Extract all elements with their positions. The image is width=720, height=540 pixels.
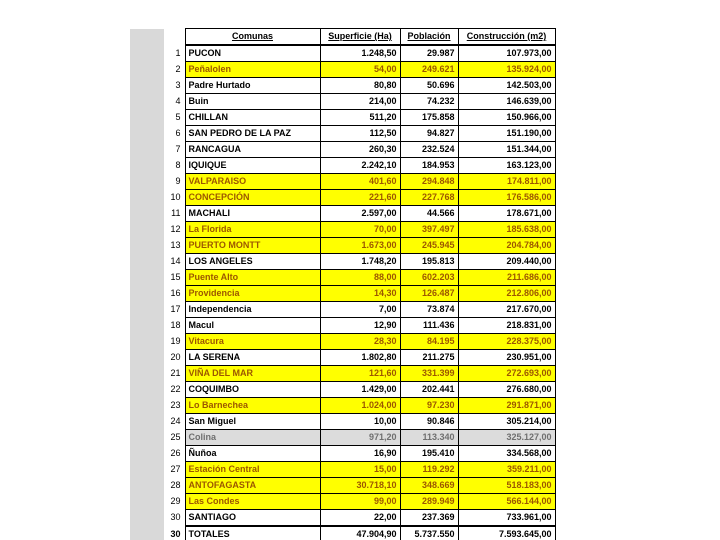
filler-cell <box>130 414 164 430</box>
poblacion-cell[interactable]: 249.621 <box>400 62 458 78</box>
construccion-cell[interactable]: 228.375,00 <box>458 334 555 350</box>
poblacion-cell[interactable]: 331.399 <box>400 366 458 382</box>
poblacion-cell[interactable]: 111.436 <box>400 318 458 334</box>
construccion-cell[interactable]: 566.144,00 <box>458 494 555 510</box>
poblacion-cell[interactable]: 97.230 <box>400 398 458 414</box>
superficie-cell[interactable]: 22,00 <box>320 510 400 527</box>
superficie-cell[interactable]: 1.024,00 <box>320 398 400 414</box>
comuna-cell[interactable]: SAN PEDRO DE LA PAZ <box>185 126 320 142</box>
table-row <box>130 206 555 222</box>
table-row <box>130 494 555 510</box>
row-number[interactable]: 9 <box>164 174 185 190</box>
comuna-cell[interactable]: CHILLAN <box>185 110 320 126</box>
row-number[interactable]: 3 <box>164 78 185 94</box>
comuna-cell[interactable]: Las Condes <box>185 494 320 510</box>
superficie-cell[interactable]: 88,00 <box>320 270 400 286</box>
filler-cell <box>130 238 164 254</box>
table-row <box>130 478 555 494</box>
row-number[interactable]: 20 <box>164 350 185 366</box>
filler-cell <box>130 446 164 462</box>
superficie-cell[interactable]: 971,20 <box>320 430 400 446</box>
row-number[interactable]: 27 <box>164 462 185 478</box>
header-poblacion[interactable]: Población <box>400 29 458 46</box>
superficie-cell[interactable]: 221,60 <box>320 190 400 206</box>
comunas-table <box>130 28 556 540</box>
construccion-cell[interactable]: 176.586,00 <box>458 190 555 206</box>
row-number[interactable]: 4 <box>164 94 185 110</box>
filler-cell <box>130 222 164 238</box>
row-number[interactable]: 1 <box>164 45 185 62</box>
table-row <box>130 462 555 478</box>
poblacion-cell[interactable]: 195.410 <box>400 446 458 462</box>
construccion-cell[interactable]: 334.568,00 <box>458 446 555 462</box>
table-row <box>130 158 555 174</box>
construccion-cell[interactable]: 359.211,00 <box>458 462 555 478</box>
row-number[interactable]: 2 <box>164 62 185 78</box>
poblacion-cell[interactable]: 211.275 <box>400 350 458 366</box>
header-comunas[interactable]: Comunas <box>185 29 320 46</box>
row-number[interactable]: 13 <box>164 238 185 254</box>
filler-cell <box>130 526 164 540</box>
superficie-cell[interactable]: 1.748,20 <box>320 254 400 270</box>
row-number[interactable]: 30 <box>164 510 185 527</box>
table-row <box>130 174 555 190</box>
poblacion-cell[interactable]: 126.487 <box>400 286 458 302</box>
table-row <box>130 446 555 462</box>
header-row <box>130 29 555 46</box>
construccion-cell[interactable]: 211.686,00 <box>458 270 555 286</box>
row-number[interactable]: 12 <box>164 222 185 238</box>
poblacion-cell[interactable]: 184.953 <box>400 158 458 174</box>
construccion-cell[interactable]: 204.784,00 <box>458 238 555 254</box>
table-row <box>130 222 555 238</box>
construccion-cell[interactable]: 185.638,00 <box>458 222 555 238</box>
construccion-cell[interactable]: 135.924,00 <box>458 62 555 78</box>
poblacion-cell[interactable]: 73.874 <box>400 302 458 318</box>
row-number[interactable]: 29 <box>164 494 185 510</box>
table-row <box>130 414 555 430</box>
comuna-cell[interactable]: IQUIQUE <box>185 158 320 174</box>
table-row <box>130 270 555 286</box>
superficie-cell[interactable]: 16,90 <box>320 446 400 462</box>
poblacion-cell[interactable]: 602.203 <box>400 270 458 286</box>
filler-cell <box>130 62 164 78</box>
comuna-cell[interactable]: VALPARAISO <box>185 174 320 190</box>
poblacion-cell[interactable]: 119.292 <box>400 462 458 478</box>
superficie-cell[interactable]: 99,00 <box>320 494 400 510</box>
filler-cell <box>130 398 164 414</box>
poblacion-cell[interactable]: 245.945 <box>400 238 458 254</box>
table-row <box>130 430 555 446</box>
filler-cell <box>130 29 164 46</box>
row-number[interactable]: 8 <box>164 158 185 174</box>
construccion-cell[interactable]: 142.503,00 <box>458 78 555 94</box>
table-row <box>130 382 555 398</box>
comuna-cell[interactable]: Providencia <box>185 286 320 302</box>
comuna-cell[interactable]: RANCAGUA <box>185 142 320 158</box>
construccion-cell[interactable]: 276.680,00 <box>458 382 555 398</box>
poblacion-cell[interactable]: 202.441 <box>400 382 458 398</box>
row-number[interactable]: 11 <box>164 206 185 222</box>
superficie-cell[interactable]: 112,50 <box>320 126 400 142</box>
filler-cell <box>130 126 164 142</box>
construccion-cell[interactable]: 107.973,00 <box>458 45 555 62</box>
filler-cell <box>130 462 164 478</box>
table-row <box>130 510 555 527</box>
row-number[interactable]: 24 <box>164 414 185 430</box>
poblacion-cell[interactable]: 74.232 <box>400 94 458 110</box>
superficie-cell[interactable]: 10,00 <box>320 414 400 430</box>
comuna-cell[interactable]: Puente Alto <box>185 270 320 286</box>
poblacion-cell[interactable]: 29.987 <box>400 45 458 62</box>
poblacion-cell[interactable]: 84.195 <box>400 334 458 350</box>
construccion-cell[interactable]: 174.811,00 <box>458 174 555 190</box>
superficie-cell[interactable]: 1.429,00 <box>320 382 400 398</box>
comuna-cell[interactable]: PUCON <box>185 45 320 62</box>
row-number-header <box>164 29 185 46</box>
comuna-cell[interactable]: Ñuñoa <box>185 446 320 462</box>
row-number[interactable]: 17 <box>164 302 185 318</box>
poblacion-cell[interactable]: 94.827 <box>400 126 458 142</box>
superficie-cell[interactable]: 1.673,00 <box>320 238 400 254</box>
poblacion-cell[interactable]: 195.813 <box>400 254 458 270</box>
filler-cell <box>130 174 164 190</box>
filler-cell <box>130 478 164 494</box>
construccion-cell[interactable]: 151.344,00 <box>458 142 555 158</box>
superficie-cell[interactable]: 2.597,00 <box>320 206 400 222</box>
comuna-cell[interactable]: LOS ANGELES <box>185 254 320 270</box>
superficie-cell[interactable]: 15,00 <box>320 462 400 478</box>
superficie-cell[interactable]: 2.242,10 <box>320 158 400 174</box>
comuna-cell[interactable]: Macul <box>185 318 320 334</box>
filler-cell <box>130 142 164 158</box>
superficie-cell[interactable]: 214,00 <box>320 94 400 110</box>
row-number[interactable]: 26 <box>164 446 185 462</box>
table-row <box>130 126 555 142</box>
row-number[interactable]: 23 <box>164 398 185 414</box>
superficie-cell[interactable]: 30.718,10 <box>320 478 400 494</box>
superficie-cell[interactable]: 80,80 <box>320 78 400 94</box>
comuna-cell[interactable]: ANTOFAGASTA <box>185 478 320 494</box>
construccion-cell[interactable]: 178.671,00 <box>458 206 555 222</box>
construccion-cell[interactable]: 733.961,00 <box>458 510 555 527</box>
table-row <box>130 398 555 414</box>
row-number[interactable]: 7 <box>164 142 185 158</box>
comuna-cell[interactable]: MACHALI <box>185 206 320 222</box>
poblacion-cell[interactable]: 50.696 <box>400 78 458 94</box>
filler-cell <box>130 494 164 510</box>
table-body <box>130 45 555 540</box>
table-row <box>130 45 555 62</box>
comuna-cell[interactable]: SANTIAGO <box>185 510 320 527</box>
row-number[interactable]: 18 <box>164 318 185 334</box>
filler-cell <box>130 510 164 527</box>
superficie-cell[interactable]: 1.248,50 <box>320 45 400 62</box>
construccion-cell[interactable]: 151.190,00 <box>458 126 555 142</box>
comuna-cell[interactable]: CONCEPCIÓN <box>185 190 320 206</box>
poblacion-cell[interactable]: 5.737.550 <box>400 526 458 540</box>
filler-cell <box>130 366 164 382</box>
table-row <box>130 318 555 334</box>
poblacion-cell[interactable]: 113.340 <box>400 430 458 446</box>
table-row <box>130 366 555 382</box>
comuna-cell[interactable]: TOTALES <box>185 526 320 540</box>
row-number[interactable]: 25 <box>164 430 185 446</box>
comuna-cell[interactable]: Padre Hurtado <box>185 78 320 94</box>
filler-cell <box>130 45 164 62</box>
construccion-cell[interactable]: 209.440,00 <box>458 254 555 270</box>
poblacion-cell[interactable]: 294.848 <box>400 174 458 190</box>
superficie-cell[interactable]: 14,30 <box>320 286 400 302</box>
filler-cell <box>130 158 164 174</box>
superficie-cell[interactable]: 511,20 <box>320 110 400 126</box>
poblacion-cell[interactable]: 90.846 <box>400 414 458 430</box>
construccion-cell[interactable]: 305.214,00 <box>458 414 555 430</box>
table-row <box>130 302 555 318</box>
comuna-cell[interactable]: PUERTO MONTT <box>185 238 320 254</box>
table-row <box>130 142 555 158</box>
table-row <box>130 334 555 350</box>
header-construccion[interactable]: Construcción (m2) <box>458 29 555 46</box>
superficie-cell[interactable]: 260,30 <box>320 142 400 158</box>
superficie-cell[interactable]: 70,00 <box>320 222 400 238</box>
table-row <box>130 190 555 206</box>
table-row <box>130 94 555 110</box>
filler-cell <box>130 110 164 126</box>
construccion-cell[interactable]: 230.951,00 <box>458 350 555 366</box>
comuna-cell[interactable]: Lo Barnechea <box>185 398 320 414</box>
construccion-cell[interactable]: 218.831,00 <box>458 318 555 334</box>
row-number[interactable]: 22 <box>164 382 185 398</box>
filler-cell <box>130 334 164 350</box>
comuna-cell[interactable]: Colina <box>185 430 320 446</box>
superficie-cell[interactable]: 121,60 <box>320 366 400 382</box>
comuna-cell[interactable]: Independencia <box>185 302 320 318</box>
superficie-cell[interactable]: 28,30 <box>320 334 400 350</box>
comuna-cell[interactable]: COQUIMBO <box>185 382 320 398</box>
superficie-cell[interactable]: 54,00 <box>320 62 400 78</box>
superficie-cell[interactable]: 401,60 <box>320 174 400 190</box>
comuna-cell[interactable]: LA SERENA <box>185 350 320 366</box>
construccion-cell[interactable]: 163.123,00 <box>458 158 555 174</box>
row-number[interactable]: 28 <box>164 478 185 494</box>
row-number[interactable]: 19 <box>164 334 185 350</box>
poblacion-cell[interactable]: 397.497 <box>400 222 458 238</box>
poblacion-cell[interactable]: 237.369 <box>400 510 458 527</box>
superficie-cell[interactable]: 7,00 <box>320 302 400 318</box>
construccion-cell[interactable]: 217.670,00 <box>458 302 555 318</box>
row-number[interactable]: 16 <box>164 286 185 302</box>
totals-row <box>130 526 555 540</box>
table-row <box>130 110 555 126</box>
filler-cell <box>130 190 164 206</box>
construccion-cell[interactable]: 146.639,00 <box>458 94 555 110</box>
row-number[interactable]: 6 <box>164 126 185 142</box>
filler-cell <box>130 286 164 302</box>
table-row <box>130 286 555 302</box>
poblacion-cell[interactable]: 44.566 <box>400 206 458 222</box>
filler-cell <box>130 94 164 110</box>
construccion-cell[interactable]: 518.183,00 <box>458 478 555 494</box>
header-superficie[interactable]: Superficie (Ha) <box>320 29 400 46</box>
comuna-cell[interactable]: Estación Central <box>185 462 320 478</box>
table-row <box>130 350 555 366</box>
row-number[interactable]: 15 <box>164 270 185 286</box>
filler-cell <box>130 318 164 334</box>
table-row <box>130 238 555 254</box>
row-number[interactable]: 5 <box>164 110 185 126</box>
construccion-cell[interactable]: 291.871,00 <box>458 398 555 414</box>
poblacion-cell[interactable]: 175.858 <box>400 110 458 126</box>
row-number[interactable]: 10 <box>164 190 185 206</box>
filler-cell <box>130 382 164 398</box>
table-row <box>130 254 555 270</box>
comuna-cell[interactable]: San Miguel <box>185 414 320 430</box>
table-row <box>130 62 555 78</box>
superficie-cell[interactable]: 1.802,80 <box>320 350 400 366</box>
comuna-cell[interactable]: VIÑA DEL MAR <box>185 366 320 382</box>
comuna-cell[interactable]: Peñalolen <box>185 62 320 78</box>
row-number[interactable]: 30 <box>164 526 185 540</box>
superficie-cell[interactable]: 12,90 <box>320 318 400 334</box>
poblacion-cell[interactable]: 289.949 <box>400 494 458 510</box>
construccion-cell[interactable]: 272.693,00 <box>458 366 555 382</box>
construccion-cell[interactable]: 150.966,00 <box>458 110 555 126</box>
filler-cell <box>130 206 164 222</box>
row-number[interactable]: 14 <box>164 254 185 270</box>
construccion-cell[interactable]: 212.806,00 <box>458 286 555 302</box>
poblacion-cell[interactable]: 227.768 <box>400 190 458 206</box>
filler-cell <box>130 350 164 366</box>
filler-cell <box>130 270 164 286</box>
table-row <box>130 78 555 94</box>
filler-cell <box>130 302 164 318</box>
poblacion-cell[interactable]: 232.524 <box>400 142 458 158</box>
filler-cell <box>130 254 164 270</box>
comuna-cell[interactable]: Vitacura <box>185 334 320 350</box>
poblacion-cell[interactable]: 348.669 <box>400 478 458 494</box>
filler-cell <box>130 78 164 94</box>
comuna-cell[interactable]: La Florida <box>185 222 320 238</box>
row-number[interactable]: 21 <box>164 366 185 382</box>
superficie-cell[interactable]: 47.904,90 <box>320 526 400 540</box>
construccion-cell[interactable]: 7.593.645,00 <box>458 526 555 540</box>
construccion-cell[interactable]: 325.127,00 <box>458 430 555 446</box>
filler-cell <box>130 430 164 446</box>
comuna-cell[interactable]: Buin <box>185 94 320 110</box>
